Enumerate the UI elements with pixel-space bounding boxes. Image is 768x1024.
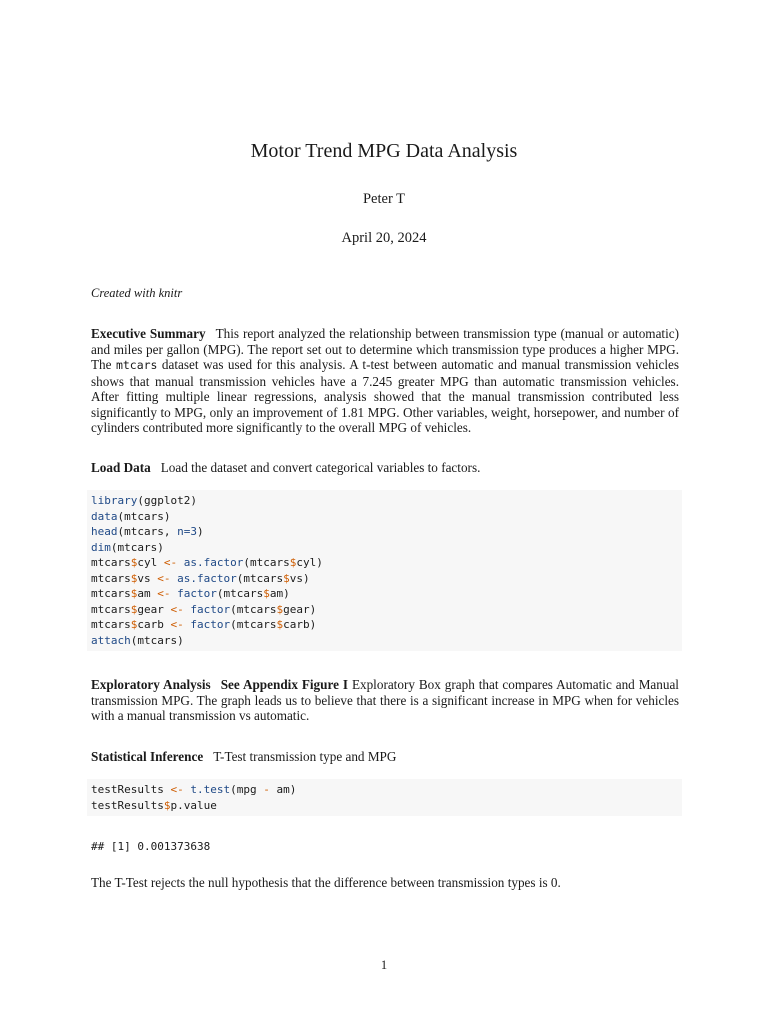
code-token: (mtcars	[236, 571, 284, 585]
code-token: $	[130, 571, 138, 585]
executive-summary-text-1: This report analyzed the relationship between transmission type (manual or automatic) and miles per gallon (MPG). The report set out to determine which transmission type produces a higher MPG. The	[91, 326, 679, 372]
executive-summary-paragraph	[91, 326, 679, 436]
ttest-code-block	[87, 779, 682, 816]
code-token: gear	[137, 602, 171, 616]
code-token: <-	[170, 602, 184, 616]
code-token: library	[91, 494, 138, 507]
code-token: (mtcars	[243, 556, 290, 569]
code-token: vs)	[289, 571, 310, 585]
document-author: Peter T	[362, 191, 405, 207]
code-token: <-	[163, 556, 178, 569]
statistical-heading: Statistical Inference	[91, 749, 204, 764]
code-token: (mtcars)	[110, 540, 164, 554]
code-token: vs	[137, 571, 158, 585]
code-token: -	[263, 783, 270, 796]
load-data-paragraph	[91, 460, 679, 476]
code-token: <-	[170, 783, 184, 796]
statistical-text: T-Test transmission type and MPG	[213, 749, 397, 764]
document-date: April 20, 2024	[341, 230, 427, 246]
exploratory-heading: Exploratory Analysis	[91, 677, 211, 692]
code-token: )	[196, 525, 204, 538]
code-token: (mtcars	[230, 602, 277, 616]
code-token: (mtcars,	[117, 525, 178, 538]
code-token: (ggplot2)	[137, 494, 197, 507]
code-token: $	[130, 587, 138, 600]
executive-summary-text-2: dataset was used for this analysis. A t-test between automatic and manual transmission vehicles shows that manual transmission vehicles have a 7.245 greater MPG than automatic transmission vehicles. After fitting multiple linear regressions, analysis showed that the manual transmission contributed less significantly to MPG, only an improvement of 1.81 MPG. Other variables, weight, horsepower, and number of cylinders contributed more significantly to the overall MPG of vehicles.	[91, 357, 679, 435]
code-token: as.factor	[177, 556, 244, 569]
code-token: mtcars	[91, 618, 131, 631]
code-token: $	[263, 587, 270, 600]
code-token: testResults	[91, 798, 164, 812]
document-title: Motor Trend MPG Data Analysis	[250, 140, 518, 162]
code-token: am	[137, 587, 158, 600]
code-token: (mtcars)	[130, 633, 184, 647]
statistical-paragraph	[91, 749, 679, 765]
code-token: mtcars	[91, 571, 131, 585]
code-token: $	[283, 571, 290, 585]
code-token: carb)	[283, 618, 317, 631]
code-token: <-	[157, 571, 171, 585]
appendix-reference: See Appendix Figure I	[220, 677, 349, 692]
code-token: factor	[183, 618, 231, 631]
page-number: 1	[380, 958, 388, 972]
code-token: mtcars	[91, 602, 131, 616]
code-token: mtcars	[91, 556, 131, 569]
code-token: (mtcars	[216, 587, 264, 600]
code-token: (mtcars)	[117, 509, 171, 523]
load-data-text: Load the dataset and convert categorical variables to factors.	[160, 460, 481, 475]
code-token: $	[289, 556, 297, 569]
code-token: (mtcars	[230, 618, 277, 631]
code-token: factor	[183, 602, 231, 616]
exploratory-paragraph	[91, 677, 679, 724]
exploratory-text: Exploratory Box graph that compares Automatic and Manual transmission MPG. The graph leads us to believe that there is a significant increase in MPG when for vehicles with a manual transmission vs automatic.	[91, 677, 679, 723]
load-data-heading: Load Data	[91, 460, 151, 475]
code-token: n=3	[177, 525, 197, 538]
code-token: gear)	[283, 602, 317, 616]
executive-summary-heading: Executive Summary	[91, 326, 206, 341]
load-data-code-block	[87, 490, 682, 651]
code-token: mtcars	[91, 587, 131, 600]
code-token: attach	[91, 633, 131, 647]
code-token: <-	[170, 618, 184, 631]
code-token: as.factor	[170, 571, 237, 585]
code-token: $	[130, 618, 138, 631]
code-token: data	[91, 509, 118, 523]
code-token: $	[276, 602, 284, 616]
code-token: cyl	[137, 556, 164, 569]
code-token: testResults	[91, 783, 171, 796]
code-token: $	[163, 798, 171, 812]
code-token: head	[91, 525, 118, 538]
code-token: $	[130, 556, 138, 569]
code-token: cyl)	[296, 556, 323, 569]
code-token: $	[130, 602, 138, 616]
code-token: <-	[157, 587, 171, 600]
code-token: am)	[269, 587, 290, 600]
created-note: Created with knitr	[91, 286, 183, 300]
mtcars-code-word: mtcars	[115, 358, 158, 372]
code-token: $	[276, 618, 284, 631]
code-token: factor	[170, 587, 217, 600]
ttest-output: ## [1] 0.001373638	[91, 840, 211, 853]
code-token: am)	[269, 783, 297, 796]
code-token: dim	[91, 540, 111, 554]
conclusion-paragraph: The T-Test rejects the null hypothesis that the difference between transmission types is 0.	[91, 875, 561, 890]
code-token: p.value	[170, 798, 217, 812]
code-token: carb	[137, 618, 171, 631]
code-token: (mpg	[230, 783, 264, 796]
code-token: t.test	[183, 783, 231, 796]
